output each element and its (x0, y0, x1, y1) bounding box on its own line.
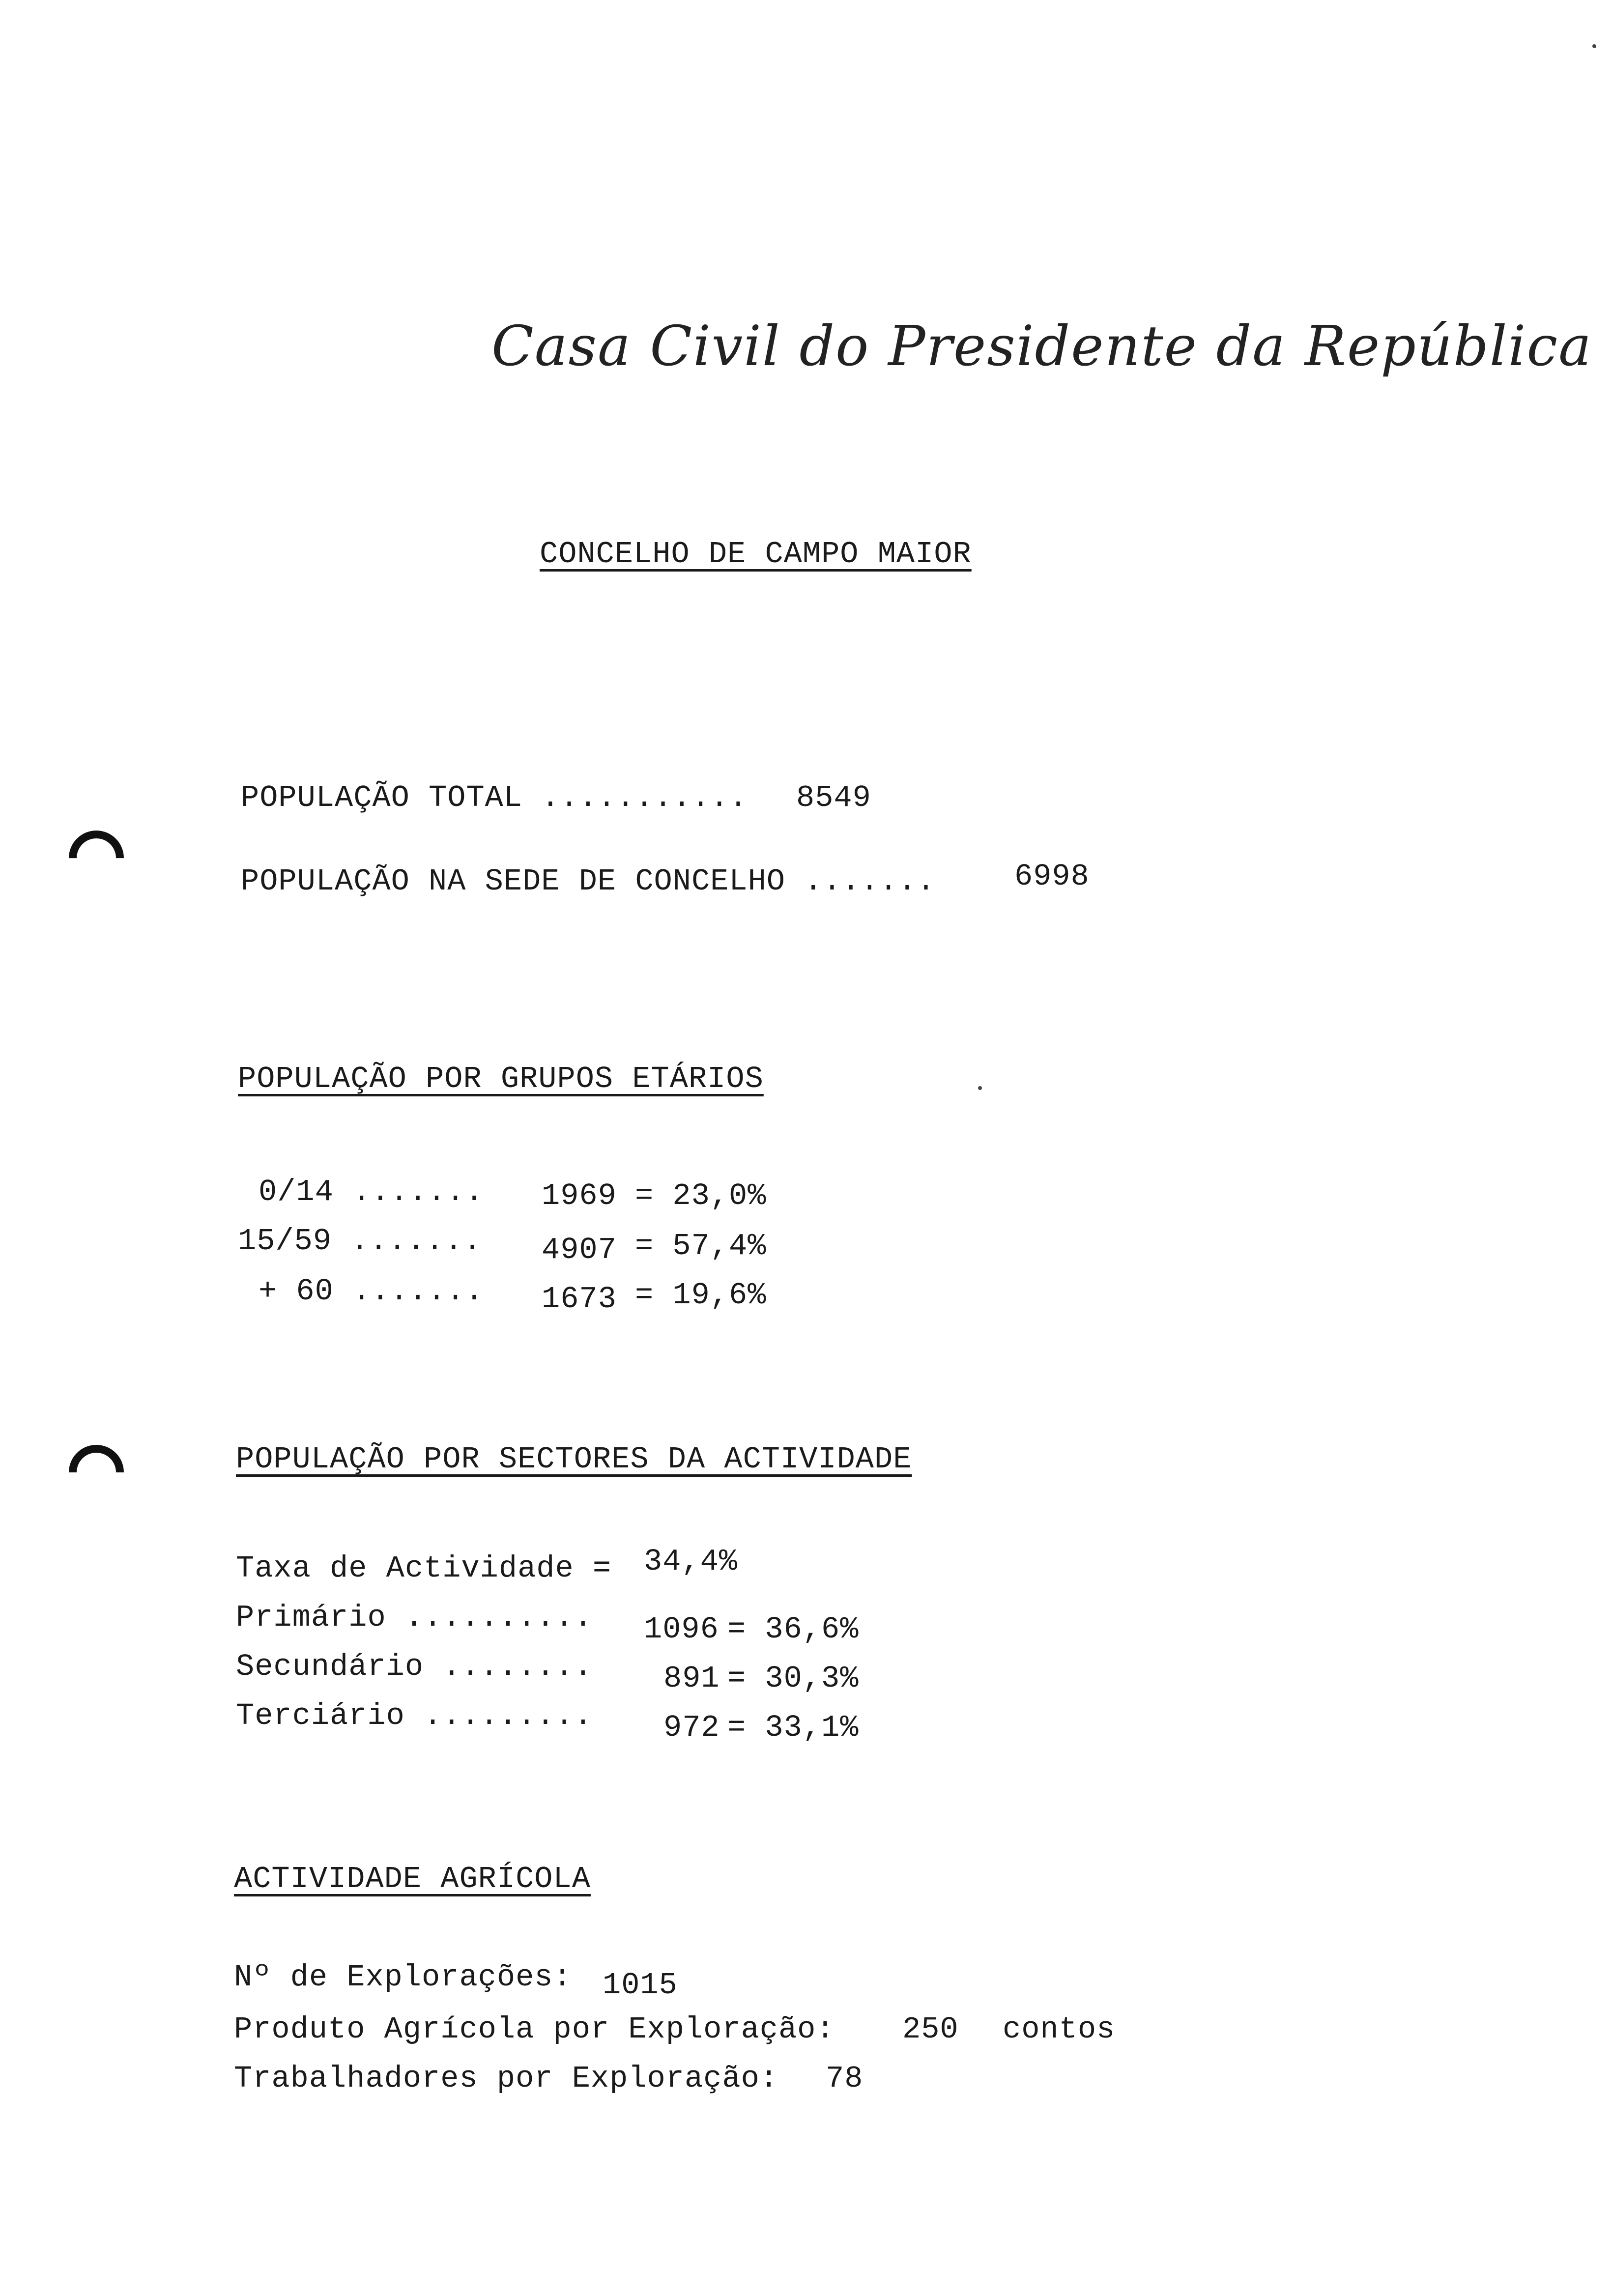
age-row-label: + 60 ....... (259, 1274, 484, 1309)
age-row-pct: = 23,0% (635, 1178, 767, 1213)
sector-row-pct: = 36,6% (727, 1612, 859, 1647)
letterhead: Casa Civil do Presidente da República (491, 315, 1592, 378)
sector-row-value: 1096 (644, 1612, 719, 1647)
age-row-value: 1673 (542, 1282, 617, 1317)
population-total-label: POPULAÇÃO TOTAL ........... (241, 780, 748, 815)
page-title: CONCELHO DE CAMPO MAIOR (540, 537, 972, 572)
sector-row-label: Primário .......... (236, 1600, 593, 1635)
binder-hole-mark (58, 1434, 135, 1511)
sectors-heading: POPULAÇÃO POR SECTORES DA ACTIVIDADE (236, 1442, 912, 1477)
paper-speck (978, 1086, 982, 1090)
population-total-value: 8549 (796, 780, 871, 815)
agriculture-heading: ACTIVIDADE AGRÍCOLA (234, 1862, 591, 1896)
age-row-label: 0/14 ....... (259, 1175, 484, 1209)
age-row-label: 15/59 ....... (238, 1224, 482, 1259)
activity-rate-value: 34,4% (644, 1544, 738, 1579)
age-groups-heading: POPULAÇÃO POR GRUPOS ETÁRIOS (238, 1062, 764, 1096)
sector-row-pct: = 33,1% (727, 1710, 859, 1745)
farms-value: 1015 (603, 1968, 678, 2003)
age-row-value: 1969 (542, 1178, 617, 1213)
age-row-pct: = 19,6% (635, 1278, 767, 1313)
population-seat-label: POPULAÇÃO NA SEDE DE CONCELHO ....... (241, 864, 936, 899)
product-unit: contos (1003, 2012, 1116, 2047)
sector-row-value: 972 (663, 1710, 720, 1745)
workers-label: Trabalhadores por Exploração: (234, 2061, 778, 2096)
sector-row-value: 891 (663, 1661, 720, 1696)
sector-row-label: Secundário ........ (236, 1649, 593, 1684)
age-row-value: 4907 (542, 1233, 617, 1267)
farms-label: Nº de Explorações: (234, 1960, 572, 1995)
workers-value: 78 (826, 2061, 864, 2096)
product-value: 250 (902, 2012, 959, 2047)
activity-rate-label: Taxa de Actividade = (236, 1551, 612, 1586)
age-row-pct: = 57,4% (635, 1229, 767, 1263)
corner-speck (1592, 44, 1596, 48)
sector-row-label: Terciário ......... (236, 1698, 593, 1733)
product-label: Produto Agrícola por Exploração: (234, 2012, 835, 2047)
sector-row-pct: = 30,3% (727, 1661, 859, 1696)
population-seat-value: 6998 (1014, 859, 1090, 894)
binder-hole-mark (58, 819, 135, 897)
